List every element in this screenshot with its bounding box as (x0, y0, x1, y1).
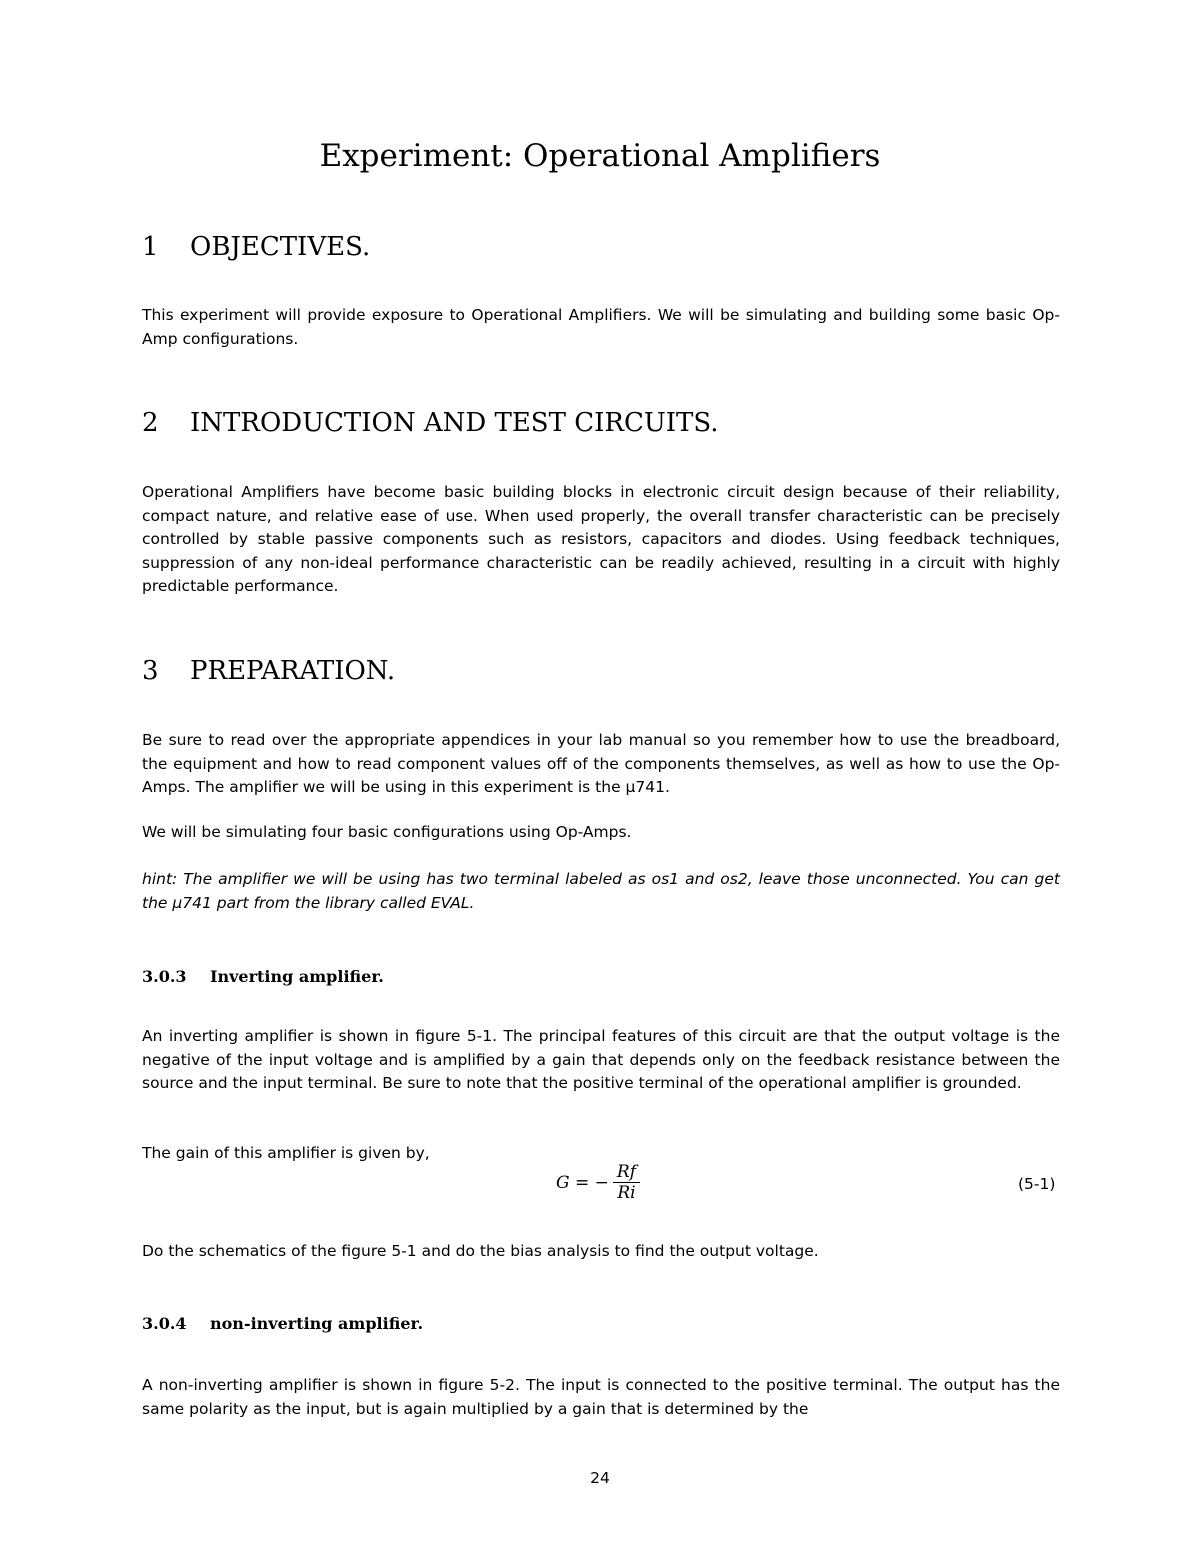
subsection-title: Inverting amplifier. (210, 967, 384, 986)
subsection-heading-non-inverting (142, 1313, 423, 1335)
equation-denominator: Ri (617, 1183, 636, 1203)
equation-numerator: Rf (616, 1162, 636, 1182)
introduction-paragraph: Operational Amplifiers have become basic building blocks in electronic circuit design because of their reliability, compact nature, and relative ease of use. When used properly, the overall transfer characteristic can be precisely controlled by stable passive components such as resistors, capacitors and diodes. Using feedback techniques, suppression of any non-ideal performance characteristic can be readily achieved, resulting in a circuit with highly predictable performance. (142, 483, 1060, 595)
preparation-paragraph-1: Be sure to read over the appropriate appendices in your lab manual so you remember how to use the breadboard, the equipment and how to read component values off of the components themselves, as well as how to use the Op-Amps. The amplifier we will be using in this experiment is the µ741. (142, 731, 1060, 796)
subsection-title: non-inverting amplifier. (210, 1314, 424, 1333)
section-heading-preparation (142, 654, 395, 688)
objectives-paragraph: This experiment will provide exposure to Operational Amplifiers. We will be simulating and building some basic Op-Amp configurations. (142, 306, 1060, 348)
page-number: 24 (590, 1469, 610, 1487)
equation-lhs: G = − (556, 1172, 609, 1193)
hint-paragraph: hint: The amplifier we will be using has two terminal labeled as os1 and os2, leave those unconnected. You can get the µ741 part from the library called EVAL. (142, 870, 1060, 912)
document-title: Experiment: Operational Amplifiers (319, 138, 881, 174)
gain-intro-text: The gain of this amplifier is given by, (142, 1144, 430, 1162)
section-heading-introduction (142, 406, 719, 440)
equation-label: (5-1) (1018, 1175, 1056, 1193)
section-number: 2 (142, 408, 159, 438)
equation-fraction (613, 1162, 640, 1203)
gain-equation (556, 1162, 640, 1203)
subsection-heading-inverting (142, 966, 384, 988)
section-heading-objectives (142, 230, 370, 264)
section-number: 3 (142, 656, 159, 686)
subsection-number: 3.0.3 (142, 967, 187, 986)
inverting-paragraph: An inverting amplifier is shown in figure 5-1. The principal features of this circuit are that the output voltage is the negative of the input voltage and is amplified by a gain that depends only on the feedback resistance between the source and the input terminal. Be sure to note that the positive terminal of the operational amplifier is grounded. (142, 1027, 1060, 1092)
preparation-paragraph-2: We will be simulating four basic configurations using Op-Amps. (142, 823, 632, 841)
subsection-number: 3.0.4 (142, 1314, 187, 1333)
section-number: 1 (142, 232, 159, 262)
section-title: INTRODUCTION AND TEST CIRCUITS. (190, 408, 719, 438)
section-title: OBJECTIVES. (190, 232, 371, 262)
non-inverting-paragraph: A non-inverting amplifier is shown in figure 5-2. The input is connected to the positive terminal. The output has the same polarity as the input, but is again multiplied by a gain that is determined by the (142, 1376, 1060, 1418)
schematics-instruction: Do the schematics of the figure 5-1 and do the bias analysis to find the output voltage. (142, 1242, 819, 1260)
section-title: PREPARATION. (190, 656, 396, 686)
